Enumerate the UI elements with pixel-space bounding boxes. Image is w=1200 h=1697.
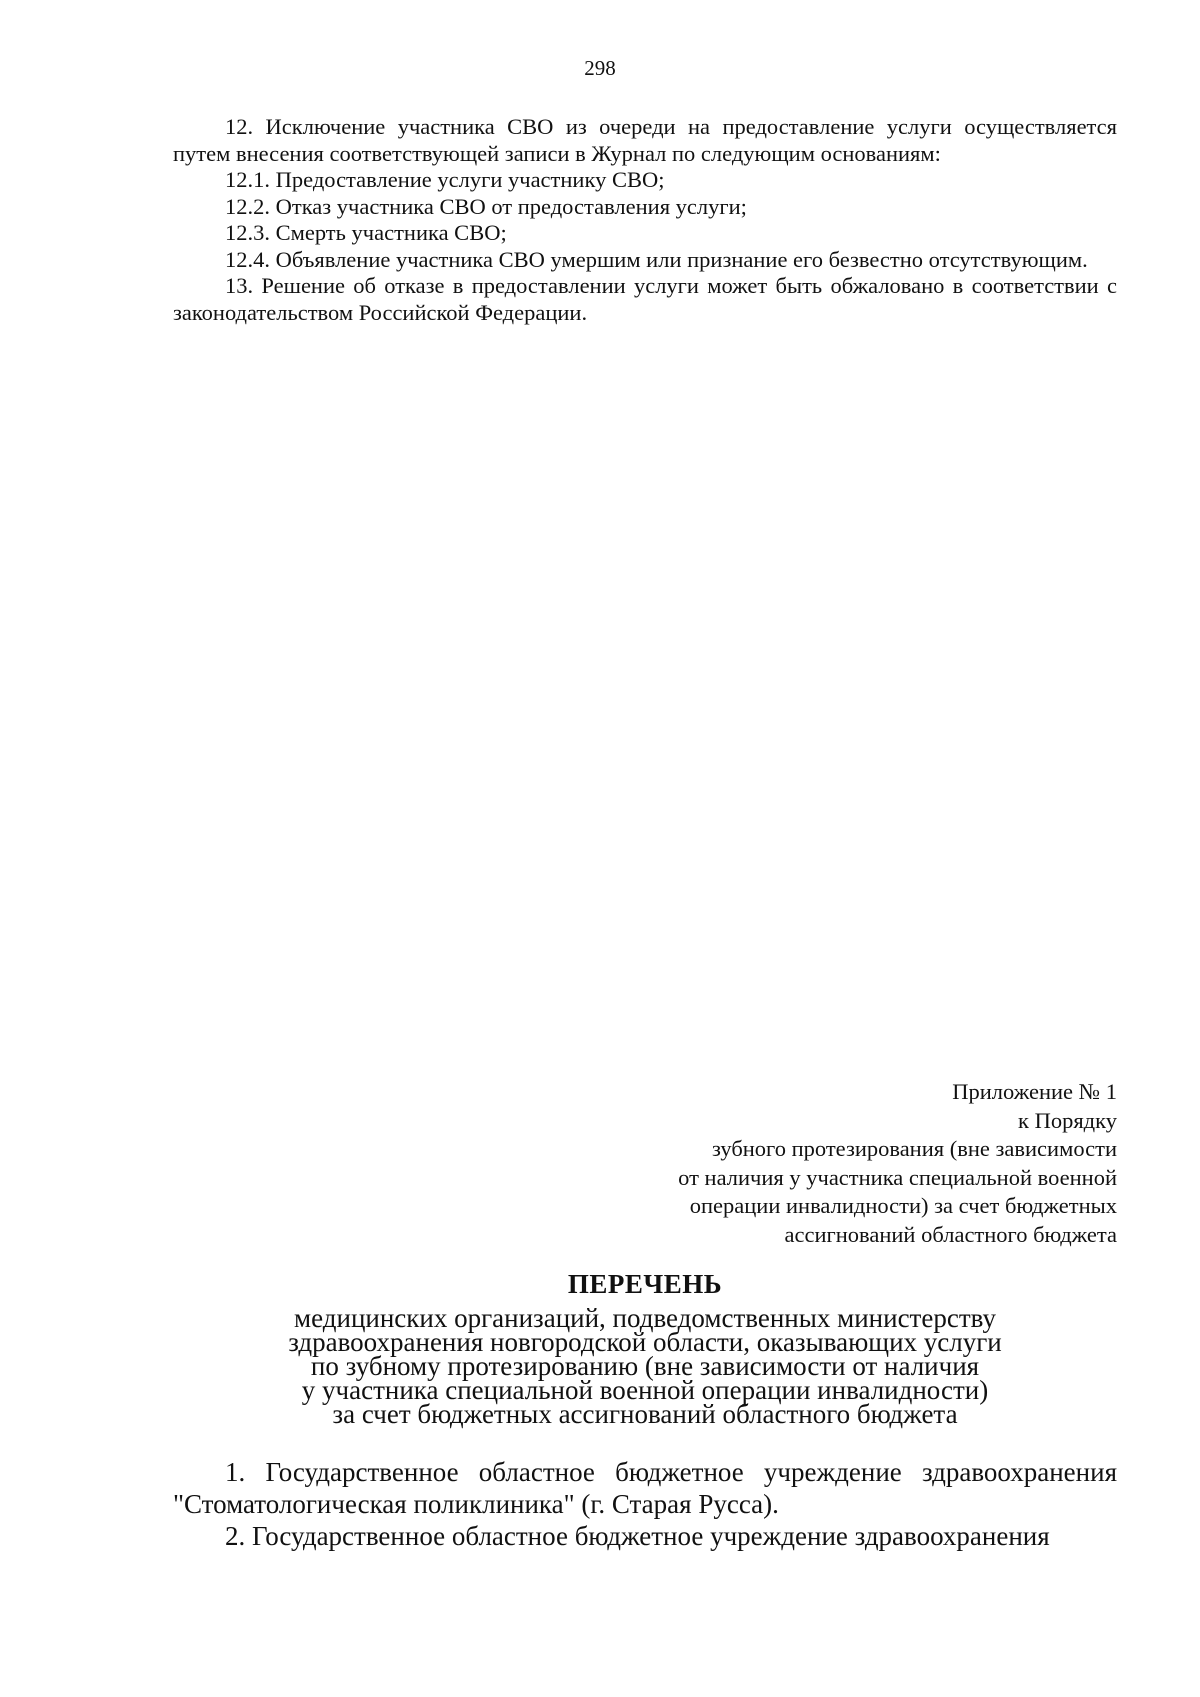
appendix-line: к Порядку: [1018, 1107, 1117, 1133]
document-title: ПЕРЕЧЕНЬ: [567, 1269, 723, 1299]
subtitle-line: здравоохранения новгородской области, оказывающих услуги: [288, 1327, 1002, 1357]
paragraph-12: 12. Исключение участника СВО из очереди на предоставление услуги осуществляется путем внесения соответствующей записи в Журнал по следующим основаниям:: [173, 114, 1117, 166]
appendix-line: от наличия у участника специальной военной: [678, 1164, 1117, 1190]
appendix-line: Приложение № 1: [952, 1079, 1117, 1104]
list-item: 1. Государственное областное бюджетное учреждение здравоохранения "Стоматологическая поликлиника" (г. Старая Русса).: [173, 1457, 1117, 1519]
subtitle-line: по зубному протезированию (вне зависимости от наличия: [310, 1351, 980, 1381]
document-subtitle: [173, 1303, 1117, 1429]
appendix-line: зубного протезирования (вне зависимости: [711, 1136, 1117, 1161]
list-item: 2. Государственное областное бюджетное учреждение здравоохранения: [225, 1521, 1050, 1551]
organization-list: [173, 1456, 1117, 1552]
exclusion-section: [173, 114, 1117, 326]
paragraph-12-2: 12.2. Отказ участника СВО от предоставления услуги;: [225, 193, 747, 219]
appendix-line: ассигнований областного бюджета: [784, 1221, 1117, 1247]
page-number: 298: [584, 56, 616, 80]
appendix-line: операции инвалидности) за счет бюджетных: [689, 1193, 1117, 1218]
subtitle-line: у участника специальной военной операции инвалидности): [301, 1375, 989, 1405]
paragraph-12-3: 12.3. Смерть участника СВО;: [225, 220, 507, 245]
paragraph-12-4: 12.4. Объявление участника СВО умершим или признание его безвестно отсутствующим.: [225, 246, 1088, 272]
paragraph-13: 13. Решение об отказе в предоставлении услуги может быть обжаловано в соответствии с законодательством Российской Федерации.: [173, 273, 1117, 325]
subtitle-line: за счет бюджетных ассигнований областного бюджета: [332, 1399, 958, 1429]
subtitle-line: медицинских организаций, подведомственных министерству: [294, 1303, 996, 1333]
paragraph-12-1: 12.1. Предоставление услуги участнику СВО;: [225, 167, 665, 192]
appendix-header: [557, 1078, 1117, 1249]
